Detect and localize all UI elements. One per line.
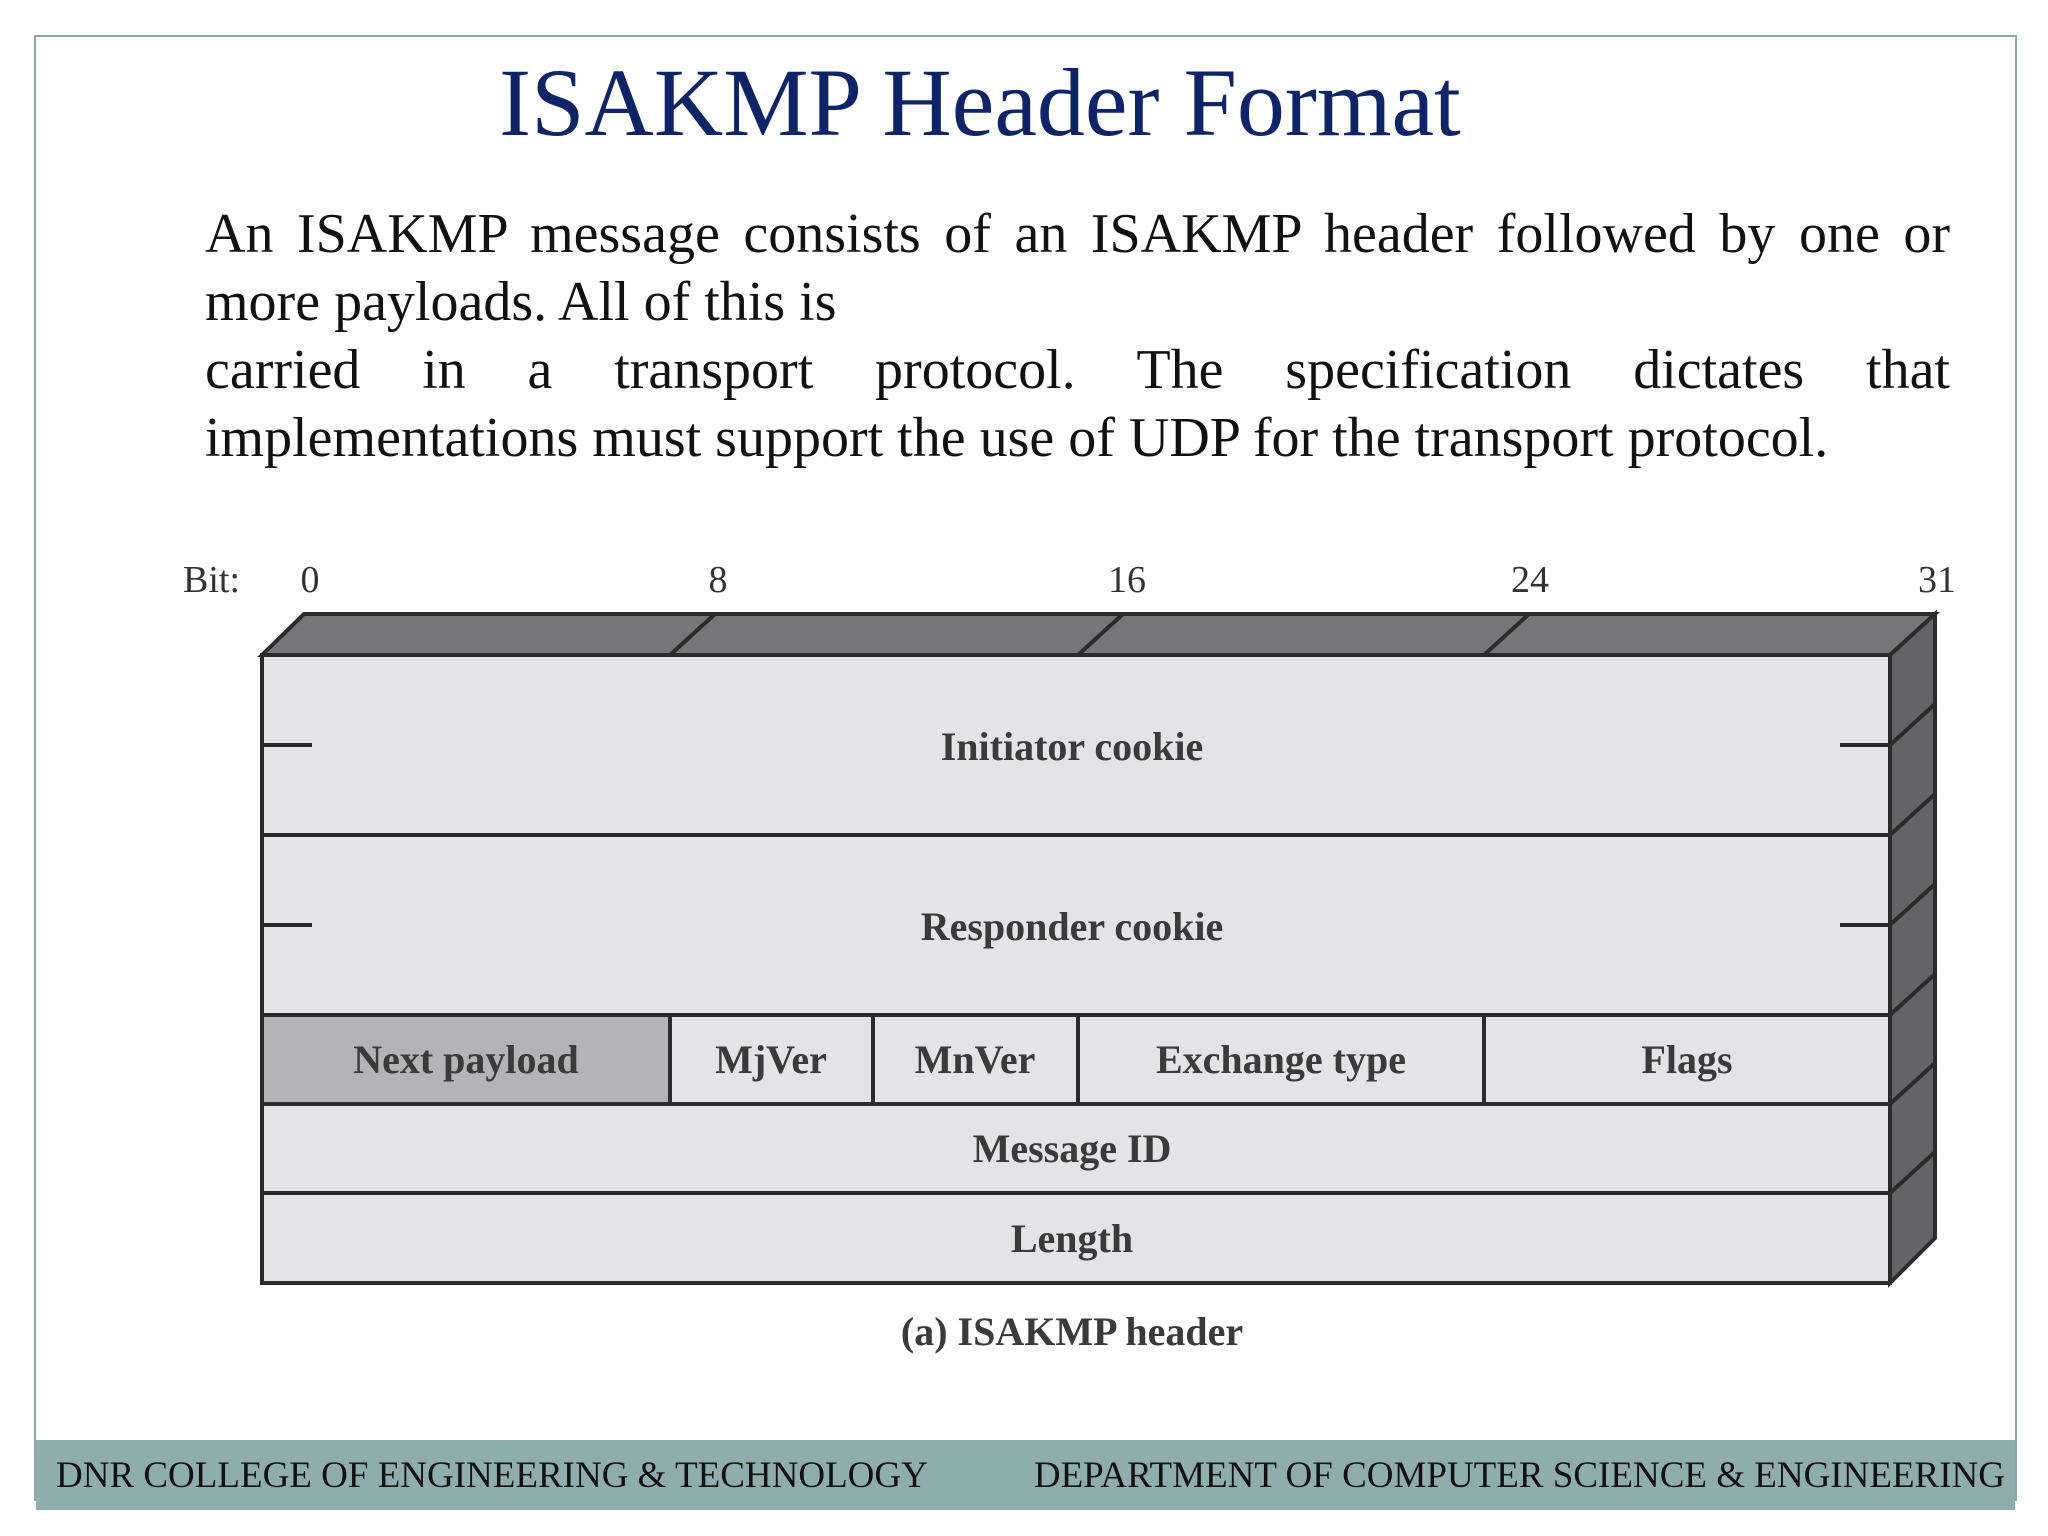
footer-department-name: DEPARTMENT OF COMPUTER SCIENCE & ENGINEERING [1033, 1455, 2005, 1496]
flags-label: Flags [1641, 1037, 1733, 1082]
footer-college-name: DNR COLLEGE OF ENGINEERING & TECHNOLOGY [56, 1455, 928, 1496]
bullet-text: carried in a transport protocol. The specification dictates that implementations must support the use of UDP for the transport protocol. [205, 339, 1950, 469]
bullet-item [205, 336, 1950, 472]
bullet-text: An ISAKMP message consists of an ISAKMP header followed by one or more payloads. All of this is [205, 203, 1950, 333]
bit-prefix-label: Bit: [183, 559, 241, 601]
bit-label-16: 16 [1108, 559, 1146, 601]
bit-label-31: 31 [1918, 559, 1956, 601]
mnver-label: MnVer [914, 1037, 1036, 1082]
bit-label-0: 0 [300, 559, 320, 601]
box-side-face [1890, 614, 1935, 1283]
diagram-caption: (a) ISAKMP header [900, 1309, 1244, 1354]
slide-footer [36, 1440, 2015, 1510]
length-label: Length [1010, 1216, 1134, 1261]
initiator-cookie-label: Initiator cookie [940, 724, 1204, 769]
message-id-label: Message ID [972, 1126, 1172, 1171]
bit-label-24: 24 [1511, 559, 1549, 601]
bullet-item [205, 200, 1950, 336]
next-payload-label: Next payload [353, 1037, 579, 1082]
bullet-list [205, 200, 1950, 505]
slide-title: ISAKMP Header Format [499, 49, 1461, 156]
exchange-type-label: Exchange type [1156, 1037, 1406, 1082]
mjver-label: MjVer [715, 1037, 827, 1082]
bit-label-8: 8 [708, 559, 728, 601]
responder-cookie-label: Responder cookie [920, 904, 1224, 949]
